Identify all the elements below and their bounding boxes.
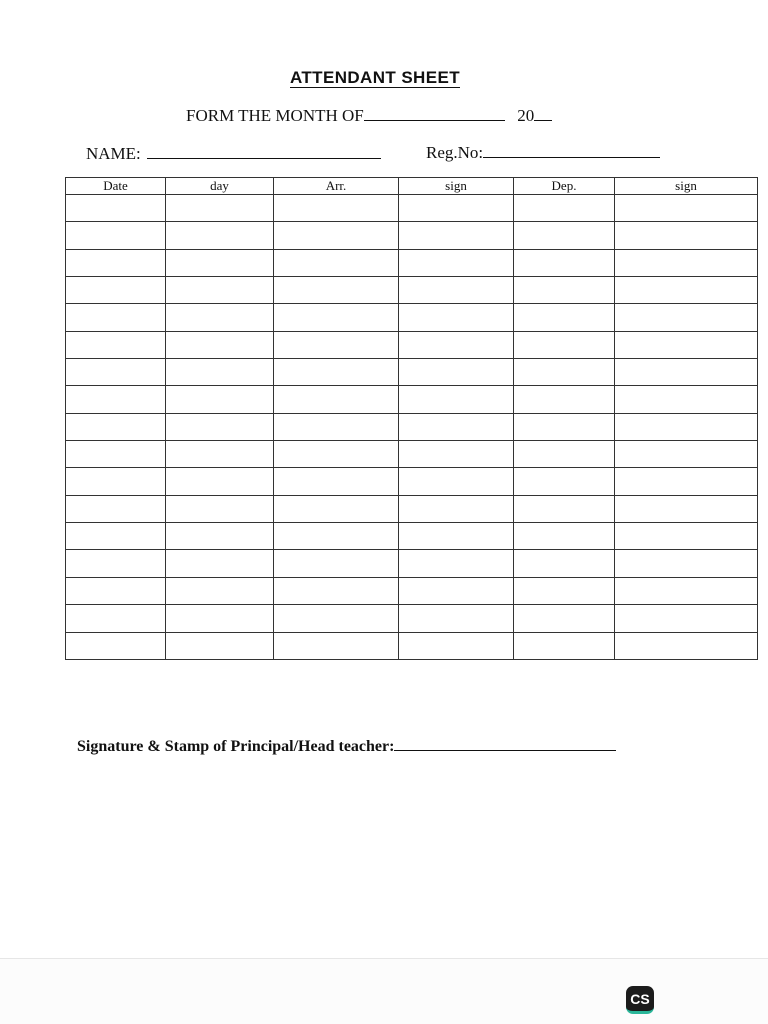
table-row xyxy=(66,523,758,550)
cell-arrival-sign[interactable] xyxy=(399,249,514,276)
table-row xyxy=(66,550,758,577)
col-header-day: day xyxy=(166,178,274,195)
cell-departure-sign[interactable] xyxy=(615,550,758,577)
table-row xyxy=(66,249,758,276)
cell-departure[interactable] xyxy=(514,495,615,522)
table-row xyxy=(66,441,758,468)
cell-departure-sign[interactable] xyxy=(615,632,758,660)
cell-departure-sign[interactable] xyxy=(615,523,758,550)
cell-arrival[interactable] xyxy=(274,550,399,577)
cell-departure-sign[interactable] xyxy=(615,277,758,304)
cell-departure-sign[interactable] xyxy=(615,304,758,331)
cell-day[interactable] xyxy=(166,495,274,522)
cell-departure-sign[interactable] xyxy=(615,605,758,632)
cell-arrival-sign[interactable] xyxy=(399,550,514,577)
signature-blank[interactable] xyxy=(394,738,616,751)
table-row xyxy=(66,495,758,522)
cell-departure[interactable] xyxy=(514,523,615,550)
reg-label: Reg.No: xyxy=(426,143,484,162)
cell-departure[interactable] xyxy=(514,413,615,440)
cell-day[interactable] xyxy=(166,304,274,331)
col-header-departure: Dep. xyxy=(514,178,615,195)
cell-arrival-sign[interactable] xyxy=(399,386,514,413)
cell-day[interactable] xyxy=(166,413,274,440)
attendance-table xyxy=(65,177,758,660)
cell-day[interactable] xyxy=(166,441,274,468)
cell-date[interactable] xyxy=(66,495,166,522)
cell-arrival-sign[interactable] xyxy=(399,441,514,468)
table-row xyxy=(66,304,758,331)
month-label: FORM THE MONTH OF xyxy=(186,106,364,125)
cell-date[interactable] xyxy=(66,523,166,550)
table-row xyxy=(66,577,758,604)
cell-date[interactable] xyxy=(66,413,166,440)
cell-arrival-sign[interactable] xyxy=(399,222,514,249)
cell-arrival-sign[interactable] xyxy=(399,632,514,660)
cell-departure-sign[interactable] xyxy=(615,468,758,495)
cell-departure[interactable] xyxy=(514,577,615,604)
cell-arrival[interactable] xyxy=(274,386,399,413)
cell-departure[interactable] xyxy=(514,331,615,358)
cell-arrival[interactable] xyxy=(274,331,399,358)
col-header-arrival-sign: sign xyxy=(399,178,514,195)
cell-arrival[interactable] xyxy=(274,222,399,249)
cell-date[interactable] xyxy=(66,550,166,577)
table-row xyxy=(66,632,758,660)
table-row xyxy=(66,222,758,249)
cell-date[interactable] xyxy=(66,632,166,660)
cell-departure-sign[interactable] xyxy=(615,441,758,468)
signature-label: Signature & Stamp of Principal/Head teacher: xyxy=(77,738,395,755)
cell-arrival[interactable] xyxy=(274,304,399,331)
cell-date[interactable] xyxy=(66,304,166,331)
table-row xyxy=(66,195,758,222)
name-line xyxy=(86,144,381,164)
cell-arrival-sign[interactable] xyxy=(399,605,514,632)
cell-arrival[interactable] xyxy=(274,468,399,495)
sheet-title-text: ATTENDANT SHEET xyxy=(289,68,460,87)
cell-arrival-sign[interactable] xyxy=(399,304,514,331)
cell-arrival[interactable] xyxy=(274,359,399,386)
cell-day[interactable] xyxy=(166,195,274,222)
cell-arrival[interactable] xyxy=(274,523,399,550)
cell-day[interactable] xyxy=(166,550,274,577)
camscanner-logo xyxy=(626,986,654,1014)
cell-departure-sign[interactable] xyxy=(615,222,758,249)
cell-departure[interactable] xyxy=(514,386,615,413)
cell-departure-sign[interactable] xyxy=(615,195,758,222)
table-row xyxy=(66,331,758,358)
cell-arrival[interactable] xyxy=(274,495,399,522)
cell-arrival-sign[interactable] xyxy=(399,277,514,304)
cell-day[interactable] xyxy=(166,605,274,632)
table-row xyxy=(66,605,758,632)
attendance-table-body xyxy=(66,195,758,660)
col-header-date: Date xyxy=(66,178,166,195)
cell-arrival[interactable] xyxy=(274,277,399,304)
cell-departure[interactable] xyxy=(514,222,615,249)
signature-line xyxy=(77,738,616,756)
cell-arrival-sign[interactable] xyxy=(399,468,514,495)
cell-arrival-sign[interactable] xyxy=(399,413,514,440)
cell-date[interactable] xyxy=(66,249,166,276)
table-row xyxy=(66,413,758,440)
month-blank[interactable] xyxy=(364,106,505,121)
cell-departure[interactable] xyxy=(514,195,615,222)
cell-arrival-sign[interactable] xyxy=(399,495,514,522)
cell-date[interactable] xyxy=(66,277,166,304)
cell-departure[interactable] xyxy=(514,304,615,331)
cell-arrival-sign[interactable] xyxy=(399,195,514,222)
table-row xyxy=(66,359,758,386)
cell-date[interactable] xyxy=(66,577,166,604)
cell-date[interactable] xyxy=(66,195,166,222)
cell-departure[interactable] xyxy=(514,632,615,660)
cell-date[interactable] xyxy=(66,441,166,468)
month-line xyxy=(186,106,552,126)
sheet-title xyxy=(0,68,750,88)
cell-arrival[interactable] xyxy=(274,413,399,440)
cell-arrival[interactable] xyxy=(274,195,399,222)
cell-arrival[interactable] xyxy=(274,577,399,604)
col-header-departure-sign: sign xyxy=(615,178,758,195)
name-label: NAME: xyxy=(86,144,141,163)
cell-arrival-sign[interactable] xyxy=(399,331,514,358)
cell-arrival-sign[interactable] xyxy=(399,359,514,386)
cell-departure[interactable] xyxy=(514,550,615,577)
cell-date[interactable] xyxy=(66,605,166,632)
year-blank[interactable] xyxy=(534,106,552,121)
cell-arrival[interactable] xyxy=(274,605,399,632)
name-blank[interactable] xyxy=(147,144,381,159)
cell-departure-sign[interactable] xyxy=(615,386,758,413)
table-row xyxy=(66,386,758,413)
cell-departure-sign[interactable] xyxy=(615,413,758,440)
cell-departure[interactable] xyxy=(514,249,615,276)
reg-line xyxy=(426,143,660,163)
cell-arrival[interactable] xyxy=(274,249,399,276)
table-header-row xyxy=(66,178,758,195)
cell-day[interactable] xyxy=(166,277,274,304)
cell-day[interactable] xyxy=(166,331,274,358)
cell-arrival[interactable] xyxy=(274,441,399,468)
cell-date[interactable] xyxy=(66,386,166,413)
cell-departure[interactable] xyxy=(514,468,615,495)
cell-departure-sign[interactable] xyxy=(615,577,758,604)
logo-text: CS xyxy=(630,990,650,1007)
cell-departure-sign[interactable] xyxy=(615,249,758,276)
cell-departure-sign[interactable] xyxy=(615,359,758,386)
cell-date[interactable] xyxy=(66,222,166,249)
cell-arrival-sign[interactable] xyxy=(399,577,514,604)
col-header-arrival: Arr. xyxy=(274,178,399,195)
cell-departure[interactable] xyxy=(514,441,615,468)
cell-day[interactable] xyxy=(166,577,274,604)
cell-arrival-sign[interactable] xyxy=(399,523,514,550)
reg-blank[interactable] xyxy=(483,143,660,158)
cell-departure[interactable] xyxy=(514,277,615,304)
cell-day[interactable] xyxy=(166,359,274,386)
cell-departure[interactable] xyxy=(514,605,615,632)
table-row xyxy=(66,468,758,495)
year-label: 20 xyxy=(517,106,535,125)
cell-date[interactable] xyxy=(66,359,166,386)
cell-day[interactable] xyxy=(166,249,274,276)
cell-date[interactable] xyxy=(66,468,166,495)
cell-day[interactable] xyxy=(166,632,274,660)
table-row xyxy=(66,277,758,304)
cell-departure[interactable] xyxy=(514,359,615,386)
cell-day[interactable] xyxy=(166,523,274,550)
cell-day[interactable] xyxy=(166,222,274,249)
cell-departure-sign[interactable] xyxy=(615,495,758,522)
cell-day[interactable] xyxy=(166,468,274,495)
cell-date[interactable] xyxy=(66,331,166,358)
cell-departure-sign[interactable] xyxy=(615,331,758,358)
cell-day[interactable] xyxy=(166,386,274,413)
cell-arrival[interactable] xyxy=(274,632,399,660)
